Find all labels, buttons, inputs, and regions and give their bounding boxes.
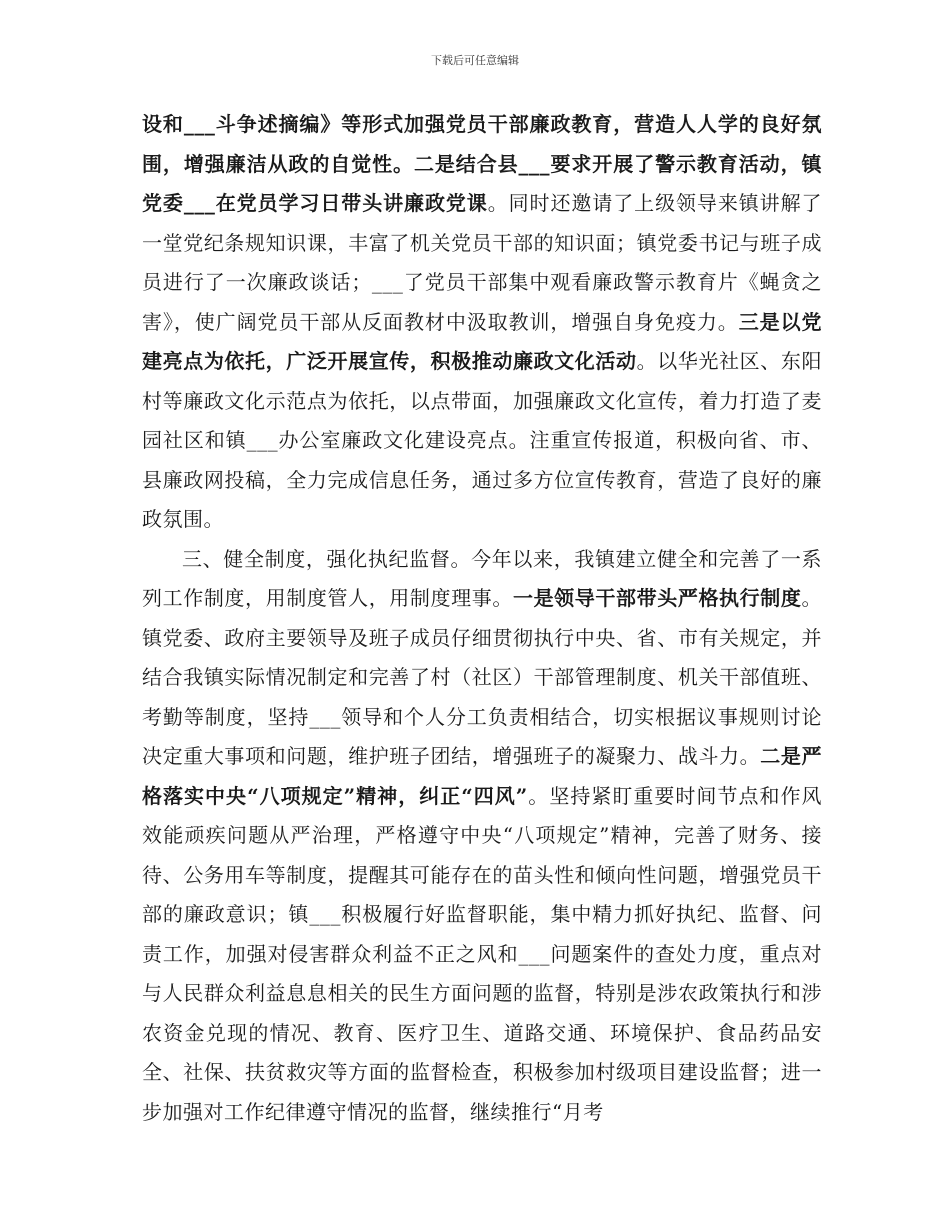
paragraph — [142, 105, 822, 540]
text-regular: 。坚持紧盯重要时间节点和作风效能顽疾问题从严治理，严格遵守中央“八项规定”精神，完善了财务、接待、公务用车等制度，提醒其可能存在的苗头性和倾向性问题，增强党员干部的廉政意识；镇___积极履行好监督职能，集中精力抓好执纪、监督、问责工作，加强对侵害群众利益不正之风和___问题案件的查处力度，重点对与人民群众利益息息相关的民生方面问题的监督，特别是涉农政策执行和涉农资金兑现的情况、教育、医疗卫生、道路交通、环境保护、食品药品安全、社保、扶贫救灾等方面的监督检查，积极参加村级项目建设监督；进一步加强对工作纪律遵守情况的监督，继续推行“月考 — [142, 783, 823, 1124]
text-bold: 二是严格落实中央“八项规定”精神，纠正“四风” — [142, 744, 822, 808]
text-regular: 。镇党委、政府主要领导及班子成员仔细贯彻执行中央、省、市有关规定，并结合我镇实际情况制定和完善了村（社区）干部管理制度、机关干部值班、考勤等制度，坚持___领导和个人分工负责相结合，切实根据议事规则讨论决定重大事项和问题，维护班子团结，增强班子的凝聚力、战斗力。 — [142, 586, 822, 768]
text-bold: 设和___斗争述摘编》等形式加强党员干部廉政教育，营造人人学的良好氛围，增强廉洁从政的自觉性。二是结合县___要求开展了警示教育活动，镇党委___在党员学习日带头讲廉政党课 — [142, 112, 822, 215]
text-bold: 三是以党建亮点为依托，广泛开展宣传，积极推动廉政文化活动 — [142, 309, 822, 373]
text-regular: 三、健全制度，强化执纪监督。今年以来，我镇建立健全和完善了一系列工作制度，用制度管人，用制度理事。 — [142, 546, 822, 610]
document-body — [142, 105, 822, 1132]
page-header: 下载后可任意编辑 — [431, 54, 519, 67]
paragraph — [142, 540, 822, 1133]
text-bold: 一是领导干部带头严格执行制度 — [512, 586, 802, 610]
text-regular: 。同时还邀请了上级领导来镇讲解了一堂党纪条规知识课，丰富了机关党员干部的知识面；镇党委书记与班子成员进行了一次廉政谈话；___了党员干部集中观看廉政警示教育片《蝇贪之害》，使广阔党员干部从反面教材中汲取教训，增强自身免疫力。 — [142, 191, 823, 334]
text-regular: 。以华光社区、东阳村等廉政文化示范点为依托，以点带面，加强廉政文化宣传，着力打造了麦园社区和镇___办公室廉政文化建设亮点。注重宣传报道，积极向省、市、县廉政网投稿，全力完成信息任务，通过多方位宣传教育，营造了良好的廉政氛围。 — [142, 349, 822, 531]
